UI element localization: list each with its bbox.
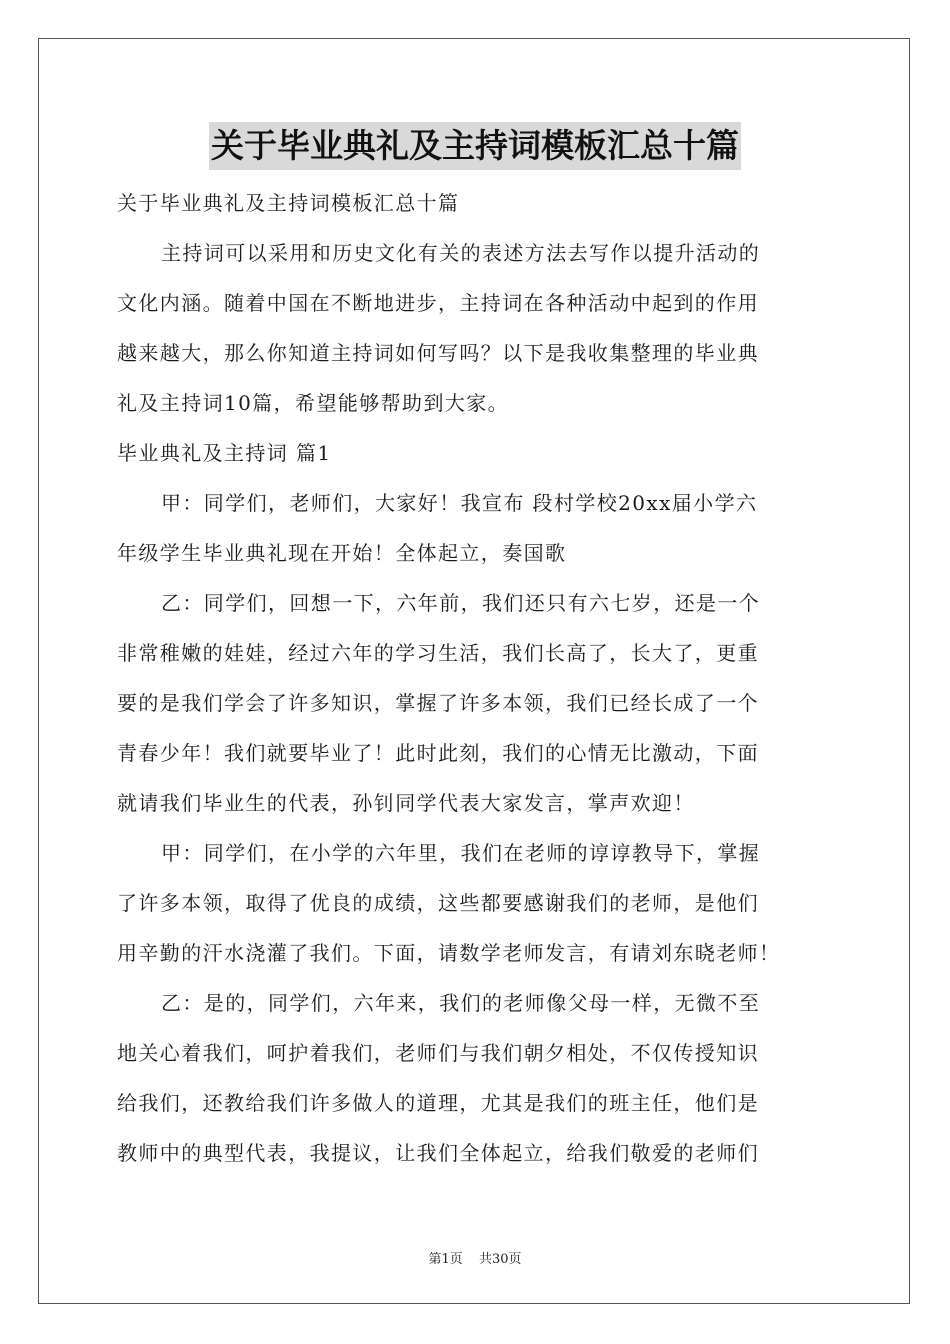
page-total: 共30页 [478,1252,522,1267]
document-body [117,178,837,1178]
text-line: 越来越大，那么你知道主持词如何写吗？以下是我收集整理的毕业典 [117,341,759,365]
title-container [0,122,950,170]
text-line: 甲：同学们，老师们，大家好！我宣布 段村学校20xx届小学六 [161,491,758,515]
text-line: 主持词可以采用和历史文化有关的表述方法去写作以提升活动的 [161,241,761,265]
text-line: 了许多本领，取得了优良的成绩，这些都要感谢我们的老师，是他们 [117,891,759,915]
text-line: 年级学生毕业典礼现在开始！全体起立，奏国歌 [117,541,567,565]
text-line: 礼及主持词10篇，希望能够帮助到大家。 [117,391,510,415]
text-line: 乙：同学们，回想一下，六年前，我们还只有六七岁，还是一个 [161,591,761,615]
document-title: 关于毕业典礼及主持词模板汇总十篇 [209,122,741,170]
text-line: 要的是我们学会了许多知识，掌握了许多本领，我们已经长成了一个 [117,691,759,715]
text-line: 用辛勤的汗水浇灌了我们。下面，请数学老师发言，有请刘东晓老师！ [117,941,781,965]
text-line: 文化内涵。随着中国在不断地进步，主持词在各种活动中起到的作用 [117,291,759,315]
text-line: 甲：同学们，在小学的六年里，我们在老师的谆谆教导下，掌握 [161,841,761,865]
page-footer [0,1248,950,1267]
text-line: 给我们，还教给我们许多做人的道理，尤其是我们的班主任，他们是 [117,1091,759,1115]
text-line: 乙：是的，同学们，六年来，我们的老师像父母一样，无微不至 [161,991,761,1015]
text-line: 非常稚嫩的娃娃，经过六年的学习生活，我们长高了，长大了，更重 [117,641,759,665]
text-line: 毕业典礼及主持词 篇1 [117,441,332,465]
page-number: 第1页 [428,1252,463,1267]
text-line: 就请我们毕业生的代表，孙钊同学代表大家发言，掌声欢迎！ [117,791,695,815]
text-line: 教师中的典型代表，我提议，让我们全体起立，给我们敬爱的老师们 [117,1141,759,1165]
text-line: 关于毕业典礼及主持词模板汇总十篇 [117,191,460,215]
text-line: 青春少年！我们就要毕业了！此时此刻，我们的心情无比激动，下面 [117,741,759,765]
text-line: 地关心着我们，呵护着我们，老师们与我们朝夕相处，不仅传授知识 [117,1041,759,1065]
